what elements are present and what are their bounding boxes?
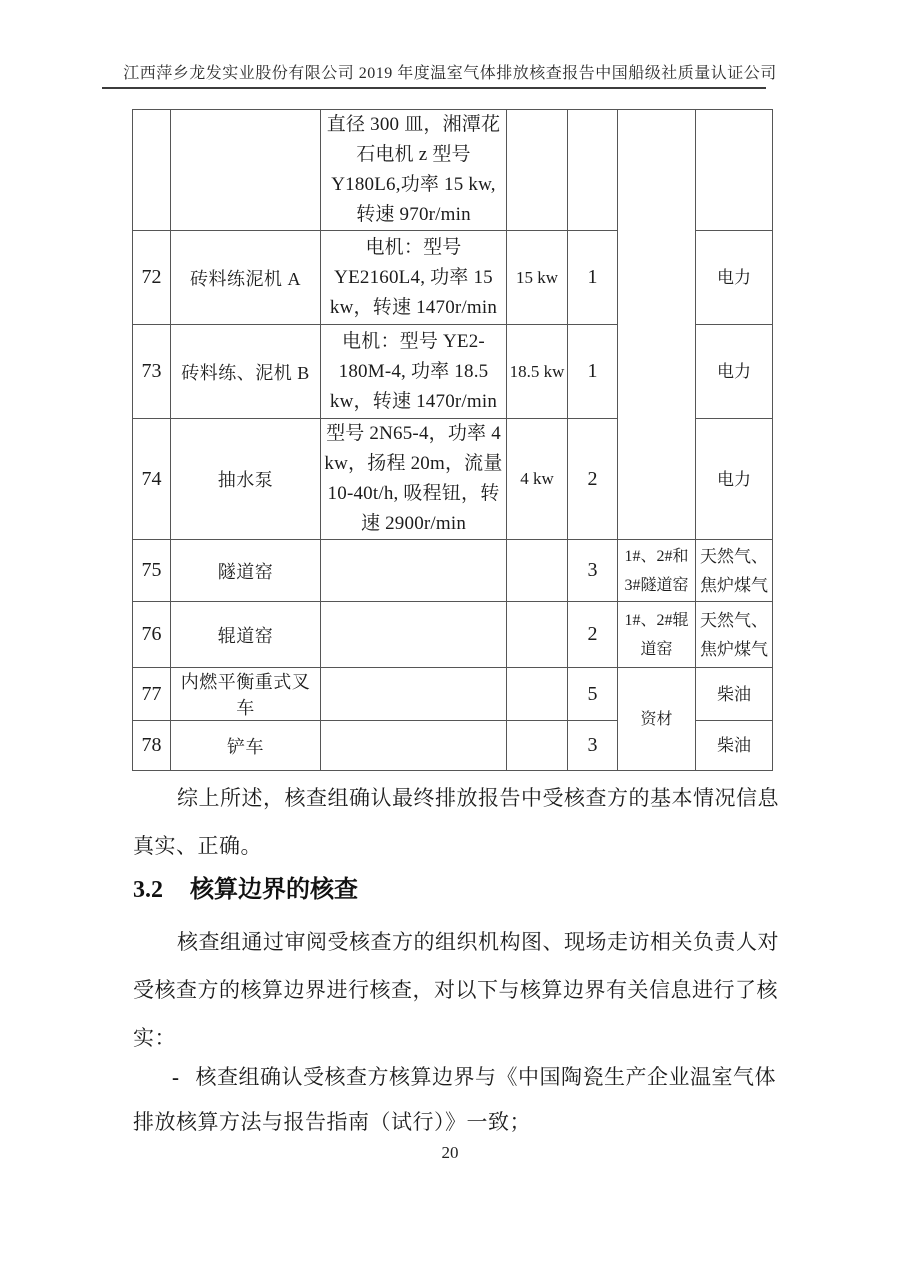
paragraph-boundary-check — [133, 918, 781, 1062]
section-title: 核算边界的核查 — [190, 877, 358, 903]
cell-spec: 电机：型号 YE2160L4, 功率 15 kw，转速 1470r/min — [321, 231, 507, 325]
cell-name: 砖料练泥机 A — [171, 231, 321, 325]
cell-qty: 3 — [568, 540, 618, 602]
cell-no: 75 — [133, 540, 171, 602]
cell-unit: 1#、2#辊道窑 — [618, 602, 696, 668]
bullet-text: 核查组确认受核查方核算边界与《中国陶瓷生产企业温室气体 — [195, 1065, 776, 1089]
cell-spec — [321, 602, 507, 668]
paragraph-line: 核查组通过审阅受核查方的组织机构图、现场走访相关负责人对 — [177, 930, 779, 954]
cell-power: 18.5 kw — [507, 325, 568, 419]
bullet-line — [133, 1055, 781, 1100]
cell-no: 76 — [133, 602, 171, 668]
table-row — [133, 602, 773, 668]
bullet-dash: - — [172, 1065, 180, 1089]
cell-power: 15 kw — [507, 231, 568, 325]
cell-spec — [321, 668, 507, 721]
cell-qty: 5 — [568, 668, 618, 721]
cell-power: 4 kw — [507, 419, 568, 540]
cell-energy: 电力 — [696, 325, 773, 419]
cell-spec: 电机：型号 YE2-180M-4, 功率 18.5 kw，转速 1470r/min — [321, 325, 507, 419]
cell-unit-merged — [618, 110, 696, 540]
paragraph-line: 综上所述，核查组确认最终排放报告中受核查方的基本情况信息 — [177, 786, 779, 810]
cell-qty: 2 — [568, 419, 618, 540]
section-heading — [133, 869, 358, 904]
cell-no: 72 — [133, 231, 171, 325]
cell-spec: 直径 300 皿，湘潭花石电机 z 型号 Y180L6,功率 15 kw,转速 970r/min — [321, 110, 507, 231]
paragraph-line: 真实、正确。 — [133, 834, 262, 858]
cell-energy: 天然气、焦炉煤气 — [696, 540, 773, 602]
cell-spec — [321, 540, 507, 602]
cell-power — [507, 668, 568, 721]
cell-no: 78 — [133, 721, 171, 771]
cell-unit: 1#、2#和3#隧道窑 — [618, 540, 696, 602]
cell-no — [133, 110, 171, 231]
table-row — [133, 110, 773, 231]
equipment-table — [132, 109, 773, 771]
page-number: 20 — [441, 1143, 459, 1162]
header-rule — [102, 87, 766, 89]
cell-energy: 天然气、焦炉煤气 — [696, 602, 773, 668]
cell-spec — [321, 721, 507, 771]
cell-no: 73 — [133, 325, 171, 419]
cell-qty: 2 — [568, 602, 618, 668]
cell-energy: 柴油 — [696, 668, 773, 721]
cell-name: 辊道窑 — [171, 602, 321, 668]
cell-qty: 3 — [568, 721, 618, 771]
page-header-title: 江西萍乡龙发实业股份有限公司 2019 年度温室气体排放核查报告中国船级社质量认证公司 — [123, 65, 777, 82]
paragraph-conclusion — [133, 774, 781, 870]
cell-power — [507, 602, 568, 668]
cell-power — [507, 721, 568, 771]
cell-qty — [568, 110, 618, 231]
cell-energy: 电力 — [696, 231, 773, 325]
cell-qty: 1 — [568, 325, 618, 419]
cell-spec: 型号 2N65-4，功率 4 kw，扬程 20m，流量 10-40t/h, 吸程钮，转速 2900r/min — [321, 419, 507, 540]
table-row — [133, 668, 773, 721]
cell-no: 74 — [133, 419, 171, 540]
cell-name: 内燃平衡重式叉车 — [171, 668, 321, 721]
table-row — [133, 540, 773, 602]
cell-energy — [696, 110, 773, 231]
cell-power — [507, 540, 568, 602]
cell-name — [171, 110, 321, 231]
section-number: 3.2 — [133, 877, 163, 903]
bullet-paragraph — [133, 1055, 781, 1145]
cell-unit-merged: 资材 — [618, 668, 696, 771]
cell-name: 砖料练、泥机 B — [171, 325, 321, 419]
cell-name: 铲车 — [171, 721, 321, 771]
bullet-line: 排放核算方法与报告指南（试行）》一致； — [133, 1110, 531, 1134]
cell-energy: 柴油 — [696, 721, 773, 771]
paragraph-line: 实： — [133, 1026, 176, 1050]
cell-name: 隧道窑 — [171, 540, 321, 602]
cell-power — [507, 110, 568, 231]
cell-name: 抽水泵 — [171, 419, 321, 540]
cell-energy: 电力 — [696, 419, 773, 540]
cell-qty: 1 — [568, 231, 618, 325]
cell-no: 77 — [133, 668, 171, 721]
paragraph-line: 受核查方的核算边界进行核查，对以下与核算边界有关信息进行了核 — [133, 978, 778, 1002]
